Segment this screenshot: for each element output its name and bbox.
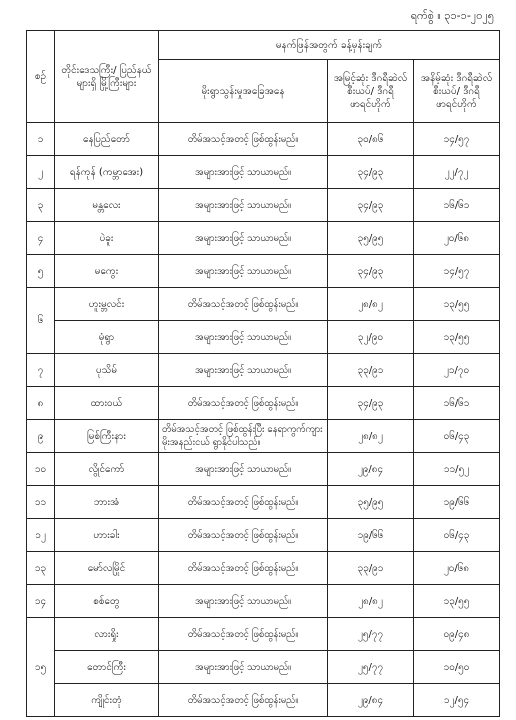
table-row	[27, 123, 500, 156]
min-temperature: ၂၀/၆၈	[414, 552, 500, 585]
table-row	[27, 486, 500, 519]
city-name: ထားဝယ်	[55, 387, 159, 420]
table-row	[27, 684, 500, 717]
weather-condition: တိမ်အသင့်အတင့် ဖြစ်ထွန်းပြီး နေရာကွက်ကျား မိုးအနည်းငယ် ရွာနိုင်ပါသည်။	[159, 420, 328, 453]
serial-number: ၄	[27, 222, 55, 255]
header-min-temperature: အနိမ့်ဆုံး ဒီဂရီဆဲလ်စီးယပ်/ ဒီဂရီဖာရင်ဟိုက်	[414, 60, 500, 123]
weather-condition: တိမ်အသင့်အတင့် ဖြစ်ထွန်းမည်။	[159, 684, 328, 717]
max-temperature: ၂၈/၈၂	[328, 420, 414, 453]
table-row	[27, 420, 500, 453]
table-row	[27, 189, 500, 222]
weather-condition: တိမ်အသင့်အတင့် ဖြစ်ထွန်းမည်။	[159, 123, 328, 156]
min-temperature: ၁၉/၆၆	[414, 486, 500, 519]
min-temperature: ၁၄/၅၇	[414, 123, 500, 156]
min-temperature: ၀၉/၄၈	[414, 618, 500, 651]
serial-number: ၁၂	[27, 519, 55, 552]
weather-forecast-table	[26, 30, 500, 717]
min-temperature: ၁၁/၅၂	[414, 453, 500, 486]
city-name: လားရှိုး	[55, 618, 159, 651]
max-temperature: ၁၉/၆၆	[328, 519, 414, 552]
city-name: လွိုင်ကော်	[55, 453, 159, 486]
max-temperature: ၃၃/၉၁	[328, 552, 414, 585]
city-name: နေပြည်တော်	[55, 123, 159, 156]
max-temperature: ၂၉/၈၄	[328, 453, 414, 486]
min-temperature: ၀၆/၄၃	[414, 519, 500, 552]
header-max-temperature: အမြင့်ဆုံး ဒီဂရီဆဲလ်စီးယပ်/ ဒီဂရီဖာရင်ဟိုက်	[328, 60, 414, 123]
table-row	[27, 519, 500, 552]
weather-condition: တိမ်အသင့်အတင့် ဖြစ်ထွန်းမည်။	[159, 519, 328, 552]
serial-number: ၇	[27, 354, 55, 387]
city-name: ပဲခူး	[55, 222, 159, 255]
min-temperature: ၀၆/၄၃	[414, 420, 500, 453]
min-temperature: ၂၂/၇၂	[414, 156, 500, 189]
max-temperature: ၃၄/၉၃	[328, 189, 414, 222]
max-temperature: ၃၀/၈၆	[328, 123, 414, 156]
header-row-top	[27, 31, 500, 60]
weather-condition: တိမ်အသင့်အတင့် ဖြစ်ထွန်းမည်။	[159, 486, 328, 519]
max-temperature: ၂၉/၈၄	[328, 684, 414, 717]
max-temperature: ၂၈/၈၂	[328, 288, 414, 321]
table-row	[27, 156, 500, 189]
weather-condition: တိမ်အသင့်အတင့် ဖြစ်ထွန်းမည်။	[159, 387, 328, 420]
table-row	[27, 222, 500, 255]
max-temperature: ၃၄/၉၃	[328, 387, 414, 420]
serial-number: ၅	[27, 255, 55, 288]
serial-number: ၁၅	[27, 618, 55, 717]
serial-number: ၂	[27, 156, 55, 189]
weather-condition: အများအားဖြင့် သာယာမည်။	[159, 651, 328, 684]
weather-condition: အများအားဖြင့် သာယာမည်။	[159, 222, 328, 255]
max-temperature: ၃၅/၉၅	[328, 222, 414, 255]
weather-condition: တိမ်အသင့်အတင့် ဖြစ်ထွန်းမည်။	[159, 618, 328, 651]
min-temperature: ၁၆/၆၁	[414, 189, 500, 222]
weather-condition: အများအားဖြင့် သာယာမည်။	[159, 321, 328, 354]
city-name: ဟူးမ္ဘလင်း	[55, 288, 159, 321]
min-temperature: ၁၂/၅၄	[414, 684, 500, 717]
weather-condition: အများအားဖြင့် သာယာမည်။	[159, 189, 328, 222]
table-row	[27, 255, 500, 288]
table-row	[27, 585, 500, 618]
max-temperature: ၃၂/၉၀	[328, 321, 414, 354]
weather-condition: တိမ်အသင့်အတင့် ဖြစ်ထွန်းမည်။	[159, 552, 328, 585]
table-row	[27, 453, 500, 486]
weather-condition: တိမ်အသင့်အတင့် ဖြစ်ထွန်းမည်။	[159, 288, 328, 321]
city-name: ရန်ကုန် (ကမ္ဘာအေး)	[55, 156, 159, 189]
weather-condition: အများအားဖြင့် သာယာမည်။	[159, 255, 328, 288]
serial-number: ၁၃	[27, 552, 55, 585]
city-name: ဟားခါး	[55, 519, 159, 552]
table-row	[27, 354, 500, 387]
max-temperature: ၂၅/၇၇	[328, 651, 414, 684]
weather-condition: အများအားဖြင့် သာယာမည်။	[159, 156, 328, 189]
min-temperature: ၁၃/၅၅	[414, 585, 500, 618]
min-temperature: ၁၄/၅၇	[414, 255, 500, 288]
weather-condition: အများအားဖြင့် သာယာမည်။	[159, 585, 328, 618]
city-name: တောင်ကြီး	[55, 651, 159, 684]
max-temperature: ၂၈/၈၂	[328, 585, 414, 618]
min-temperature: ၁၀/၅၀	[414, 651, 500, 684]
header-serial-number: စဉ်	[27, 31, 55, 123]
min-temperature: ၁၃/၅၅	[414, 288, 500, 321]
city-name: ကျိုင်းတုံ	[55, 684, 159, 717]
table-row	[27, 651, 500, 684]
table-row	[27, 387, 500, 420]
header-forecast: မနက်ဖြန်အတွက် ခန့်မှန်းချက်	[159, 31, 500, 60]
city-name: မန္တလေး	[55, 189, 159, 222]
city-name: မုံရွာ	[55, 321, 159, 354]
serial-number: ၁၁	[27, 486, 55, 519]
table-row	[27, 618, 500, 651]
document-date: ရက်စွဲ ။ ၃၁-၁-၂၀၂၅	[410, 9, 494, 22]
table-row	[27, 321, 500, 354]
serial-number: ၁၄	[27, 585, 55, 618]
serial-number: ၃	[27, 189, 55, 222]
min-temperature: ၂၀/၆၈	[414, 222, 500, 255]
min-temperature: ၂၁/၇၀	[414, 354, 500, 387]
city-name: မကွေး	[55, 255, 159, 288]
serial-number: ၈	[27, 387, 55, 420]
serial-number: ၁၀	[27, 453, 55, 486]
city-name: ပုသိမ်	[55, 354, 159, 387]
max-temperature: ၃၅/၉၅	[328, 486, 414, 519]
serial-number: ၆	[27, 288, 55, 354]
max-temperature: ၂၅/၇၇	[328, 618, 414, 651]
city-name: ဘားအံ	[55, 486, 159, 519]
max-temperature: ၃၄/၉၃	[328, 255, 414, 288]
header-rainfall-condition: မိုးရွာသွန်းမှုအခြေအနေ	[159, 60, 328, 123]
max-temperature: ၃၃/၉၁	[328, 354, 414, 387]
table-row	[27, 552, 500, 585]
weather-condition: အများအားဖြင့် သာယာမည်။	[159, 354, 328, 387]
max-temperature: ၃၄/၉၃	[328, 156, 414, 189]
city-name: စစ်တွေ	[55, 585, 159, 618]
weather-condition: အများအားဖြင့် သာယာမည်။	[159, 453, 328, 486]
city-name: မြစ်ကြီးနား	[55, 420, 159, 453]
serial-number: ၉	[27, 420, 55, 453]
serial-number: ၁	[27, 123, 55, 156]
min-temperature: ၁၆/၆၁	[414, 387, 500, 420]
table-row	[27, 288, 500, 321]
header-region-city: တိုင်းဒေသကြီး/ ပြည်နယ်များရှိ မြို့ကြီးများ	[55, 31, 159, 123]
min-temperature: ၁၃/၅၅	[414, 321, 500, 354]
city-name: မော်လမြိုင်	[55, 552, 159, 585]
